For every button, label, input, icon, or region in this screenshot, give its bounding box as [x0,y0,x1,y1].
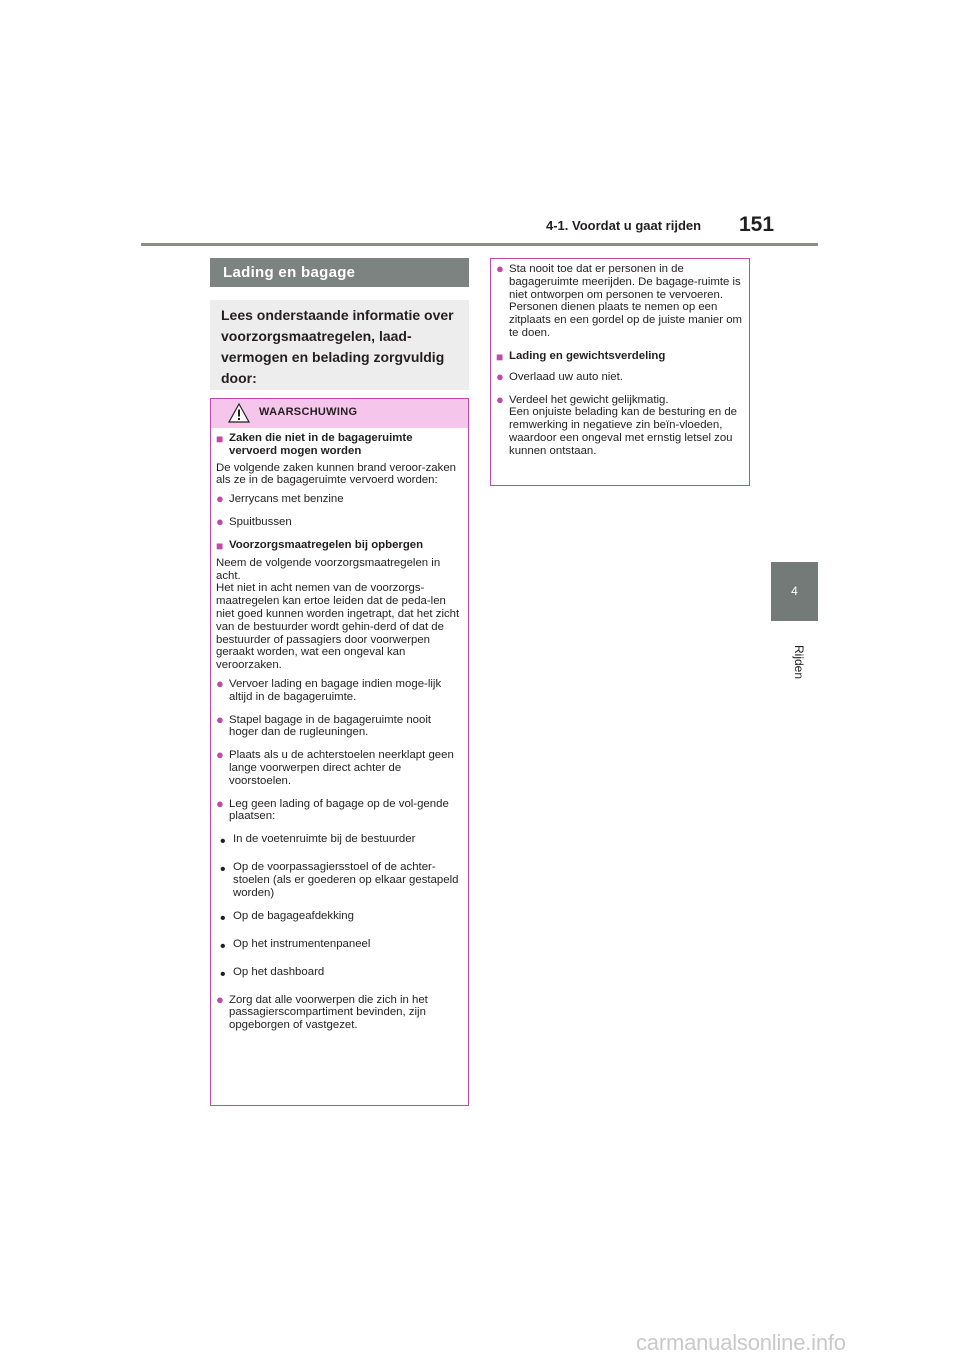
chapter-label: Rijden [792,644,806,680]
sub-list-item-text: Op de voorpassagiersstoel of de achter-stoelen (als er goederen op elkaar gestapeld worden) [233,861,459,899]
list-item [216,711,462,740]
bullet-dot: ● [216,491,224,507]
list-item [216,991,462,1032]
section-heading-text: Zaken die niet in de bagageruimte vervoerd mogen worden [229,432,413,457]
list-item-text: Verdeel het gewicht gelijkmatig. [509,393,669,406]
bullet-mark: • [220,937,226,955]
paragraph: Neem de volgende voorzorgsmaatregelen in acht. [216,556,441,582]
bullet-dot: ● [216,795,224,811]
warning-header [211,399,468,428]
intro-box [210,300,469,390]
bullet-dot: ● [496,368,504,384]
list-item [496,391,743,458]
bullet-dot: ● [216,747,224,763]
section-heading [216,539,462,553]
list-item-text: Een onjuiste belading kan de besturing en de remwerking in negatieve zin beïn-vloeden, waardoor een ongeval met ernstig letsel zou kunnen ontstaan. [509,406,737,457]
list-item-text: Stapel bagage in de bagageruimte nooit hoger dan de rugleuningen. [229,713,432,739]
bullet-mark: • [220,833,226,851]
sub-list-item-text: In de voetenruimte bij de bestuurder [233,833,416,846]
bullet-mark: • [220,909,226,927]
list-item-text: Vervoer lading en bagage indien moge-lijk altijd in de bagageruimte. [229,677,442,703]
header-divider [141,243,818,246]
square-marker: ■ [496,349,504,364]
page-number: 151 [739,213,775,236]
section-heading [496,350,743,364]
watermark: carmanualsonline.info [636,1330,846,1355]
warning-body [211,428,468,1032]
list-item-text: Overlaad uw auto niet. [509,370,623,383]
list-item [496,263,743,340]
chapter-tab: 4 [771,562,818,621]
sub-list-item [216,966,462,984]
list-item-body [509,394,743,458]
list-item-text: Plaats als u de achterstoelen neerklapt geen lange voorwerpen direct achter de voorstoelen. [229,749,454,787]
bullet-dot: ● [216,711,224,727]
list-item-text: Jerrycans met benzine [229,493,344,506]
sub-list-item [216,861,462,899]
warning-icon [228,403,250,423]
page-heading: Lading en bagage [210,258,469,287]
list-item-text: Leg geen lading of bagage op de vol-gende plaatsen: [229,797,449,823]
square-marker: ■ [216,538,224,553]
sub-list-item [216,938,462,956]
list-item-text: Zorg dat alle voorwerpen die zich in het passagierscompartiment bevinden, zijn opgeborgen of vastgezet. [229,993,428,1032]
sub-list-item [216,910,462,928]
warning-continuation-box [490,258,750,486]
warning-heading: WAARSCHUWING [259,406,358,418]
intro-text: Lees onderstaande informatie over voorzorgsmaatregelen, laad-vermogen en belading zorgvuldig door: [221,307,454,386]
sub-list-item [216,833,462,851]
list-item [216,675,462,704]
section-heading [216,432,462,458]
list-item [216,493,462,506]
paragraph: De volgende zaken kunnen brand veroor-zaken als ze in de bagageruimte vervoerd worden: [216,461,456,487]
bullet-mark: • [220,965,226,983]
bullet-mark: • [220,861,226,879]
list-item [216,795,462,824]
list-item [496,368,743,384]
list-item-text: Sta nooit toe dat er personen in de bagageruimte meerijden. De bagage-ruimte is niet ontworpen om personen te vervoeren. Personen dienen plaats te nemen op een zitplaats en een gordel op de juiste manier om te doen. [509,263,743,339]
section-heading-text: Voorzorgsmaatregelen bij opbergen [229,538,424,551]
sub-list-item-text: Op het dashboard [233,965,325,978]
bullet-dot: ● [216,991,224,1007]
bullet-dot: ● [496,391,504,407]
sub-list-item-text: Op het instrumentenpaneel [233,937,371,950]
list-item [216,749,462,787]
sub-list-item-text: Op de bagageafdekking [233,909,354,922]
bullet-dot: ● [216,513,224,529]
bullet-dot: ● [216,675,224,691]
section-heading-text: Lading en gewichtsverdeling [509,349,666,362]
list-item [216,513,462,529]
section-title: 4-1. Voordat u gaat rijden [546,218,702,233]
bullet-dot: ● [496,261,504,276]
square-marker: ■ [216,432,224,446]
paragraph: Het niet in acht nemen van de voorzorgs-maatregelen kan ertoe leiden dat de peda-len niet goed kunnen worden ingetrapt, dat het zicht van de bestuurder wordt gehin-derd of dat de bestuurder of passagiers door voorwerpen geraakt worden, wat een ongeval kan veroorzaken. [216,582,460,672]
list-item-text: Spuitbussen [229,515,292,528]
warning-box [210,398,469,1106]
